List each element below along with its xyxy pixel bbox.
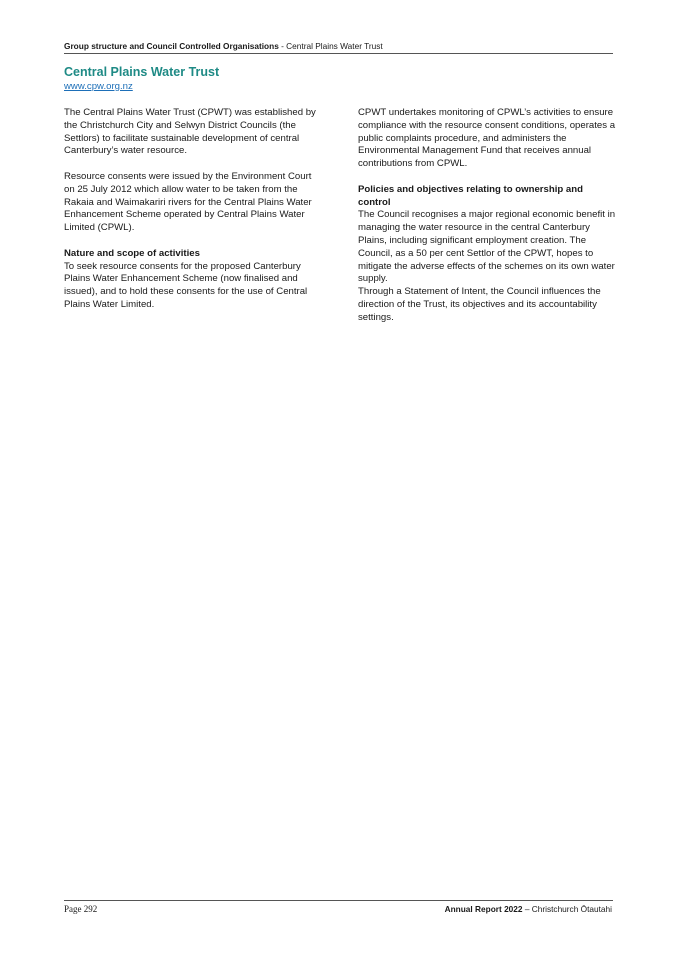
- header-subsection: - Central Plains Water Trust: [278, 41, 383, 51]
- header-divider: [64, 53, 613, 54]
- policies-paragraph: The Council recognises a major regional economic benefit in managing the water resource in the central Canterbury Plains, including significant employment creation. The Council, as a 50 per cent Settlor of the CPWT, hopes to mitigate the adverse effects of the schemes on its own water supply.: [358, 209, 616, 285]
- page-title: Central Plains Water Trust: [64, 65, 220, 79]
- running-header: [64, 41, 612, 52]
- right-column: [358, 107, 618, 325]
- website-link[interactable]: www.cpw.org.nz: [64, 81, 133, 92]
- report-title: [445, 904, 612, 915]
- policies-heading: Policies and objectives relating to ownership and control: [358, 183, 583, 208]
- report-name: Annual Report 2022: [444, 904, 523, 914]
- statement-paragraph: Through a Statement of Intent, the Council influences the direction of the Trust, its objectives and its accountability settings.: [358, 286, 601, 323]
- left-column: [64, 107, 322, 312]
- report-city: – Christchurch Ōtautahi: [522, 904, 612, 914]
- page-number: Page 292: [64, 904, 98, 914]
- header-section: Group structure and Council Controlled Organisations: [64, 41, 279, 51]
- monitoring-paragraph: CPWT undertakes monitoring of CPWL’s activities to ensure compliance with the resource consent conditions, operates a public complaints procedure, and administers the Environmental Management Fund that receives annual contributions from CPWL.: [358, 107, 616, 170]
- intro-paragraph: The Central Plains Water Trust (CPWT) was established by the Christchurch City and Selwyn District Councils (the Settlors) to facilitate sustainable development of central Canterbury’s water resource.: [64, 107, 316, 157]
- activities-paragraph: To seek resource consents for the proposed Canterbury Plains Water Enhancement Scheme (now finalised and issued), and to hold these consents for the use of Central Plains Water Limited.: [64, 260, 308, 310]
- footer-divider: [64, 900, 613, 901]
- consents-paragraph: Resource consents were issued by the Environment Court on 25 July 2012 which allow water to be taken from the Rakaia and Waimakariri rivers for the Central Plains Water Enhancement Scheme operated by Central Plains Water Limited (CPWL).: [64, 170, 312, 234]
- activities-heading: Nature and scope of activities: [64, 247, 200, 259]
